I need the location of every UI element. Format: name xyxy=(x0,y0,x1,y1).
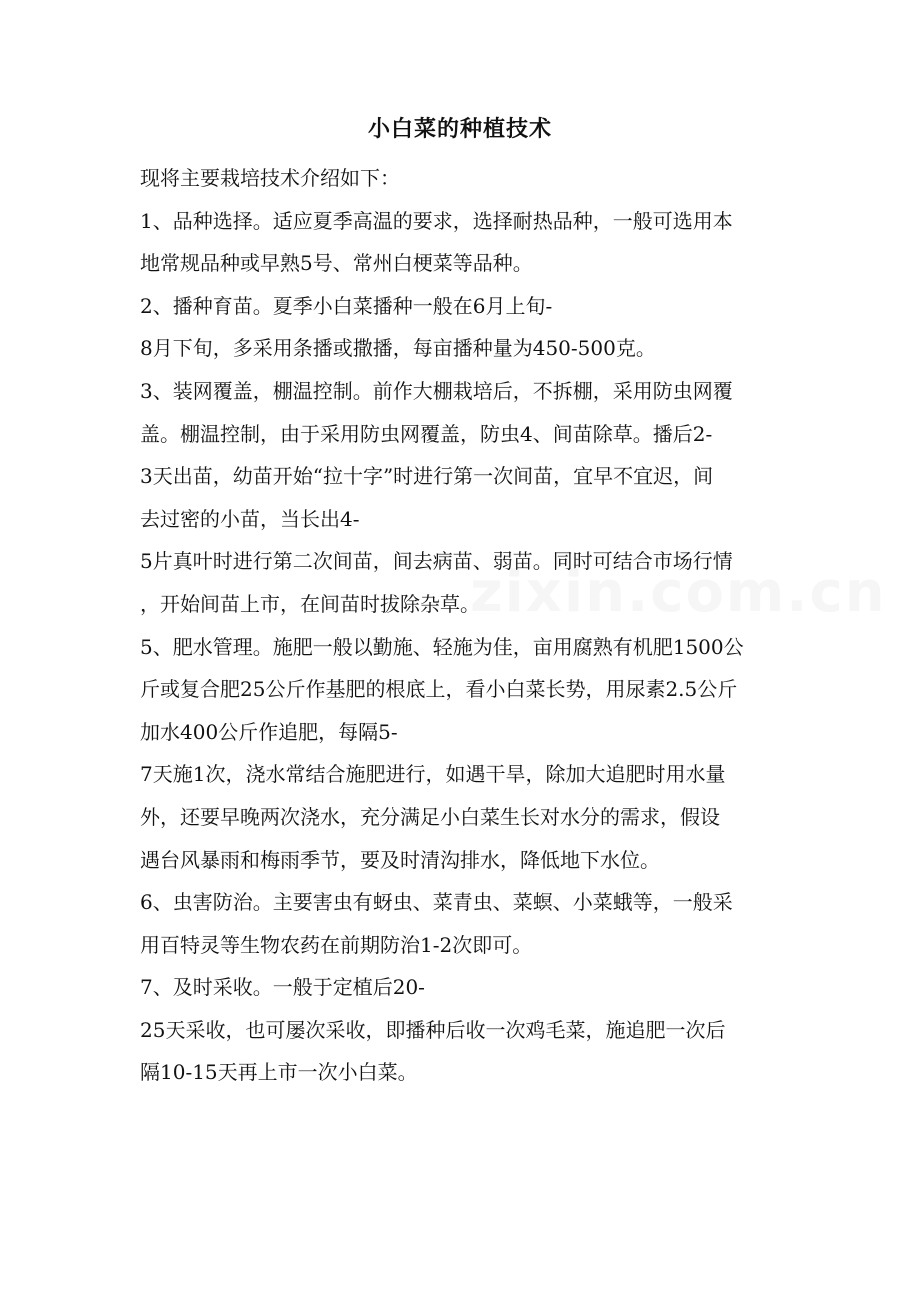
text-line: 25天采收，也可屡次采收，即播种后收一次鸡毛菜，施追肥一次后 xyxy=(140,1017,726,1042)
document-body xyxy=(140,157,784,1094)
text-line: 5片真叶时进行第二次间苗，间去病苗、弱苗。同时可结合市场行情 xyxy=(140,549,733,574)
text-line: 斤或复合肥25公斤作基肥的根底上，看小白菜长势，用尿素2.5公斤 xyxy=(140,677,738,702)
watermark: zixin.com.cn xyxy=(470,560,887,625)
text-line: 去过密的小苗，当长出4- xyxy=(140,506,360,531)
page-title: 小白菜的种植技术 xyxy=(367,116,552,142)
text-line: 盖。棚温控制，由于采用防虫网覆盖，防虫4、间苗除草。播后2- xyxy=(140,421,713,446)
text-line: ，开始间苗上市，在间苗时拔除杂草。 xyxy=(140,591,480,616)
text-line: 5、肥水管理。施肥一般以勤施、轻施为佳，亩用腐熟有机肥1500公 xyxy=(140,634,744,659)
text-line: 7、及时采收。一般于定植后20- xyxy=(140,975,425,1000)
text-line: 隔10-15天再上市一次小白菜。 xyxy=(140,1060,418,1085)
text-line: 8月下旬，多采用条播或撒播，每亩播种量为450-500克。 xyxy=(140,336,656,361)
text-line: 遇台风暴雨和梅雨季节，要及时清沟排水，降低地下水位。 xyxy=(140,847,660,872)
text-line: 1、品种选择。适应夏季高温的要求，选择耐热品种，一般可选用本 xyxy=(140,208,733,233)
text-line: 2、播种育苗。夏季小白菜播种一般在6月上旬- xyxy=(140,293,553,318)
text-line: 外，还要早晚两次浇水，充分满足小白菜生长对水分的需求，假设 xyxy=(140,804,720,829)
text-line: 现将主要栽培技术介绍如下： xyxy=(140,166,400,190)
text-line: 用百特灵等生物农药在前期防治1-2次即可。 xyxy=(140,932,533,957)
text-line: 3、装网覆盖，棚温控制。前作大棚栽培后，不拆棚，采用防虫网覆 xyxy=(140,378,733,403)
text-line: 3天出苗，幼苗开始“拉十字”时进行第一次间苗，宜早不宜迟，间 xyxy=(140,464,714,489)
text-line: 7天施1次，浇水常结合施肥进行，如遇干旱，除加大追肥时用水量 xyxy=(140,762,726,787)
text-line: 地常规品种或早熟5号、常州白梗菜等品种。 xyxy=(140,251,533,276)
text-line: 加水400公斤作追肥，每隔5- xyxy=(140,719,398,744)
text-line: 6、虫害防治。主要害虫有蚜虫、菜青虫、菜螟、小菜蛾等，一般采 xyxy=(140,890,733,915)
